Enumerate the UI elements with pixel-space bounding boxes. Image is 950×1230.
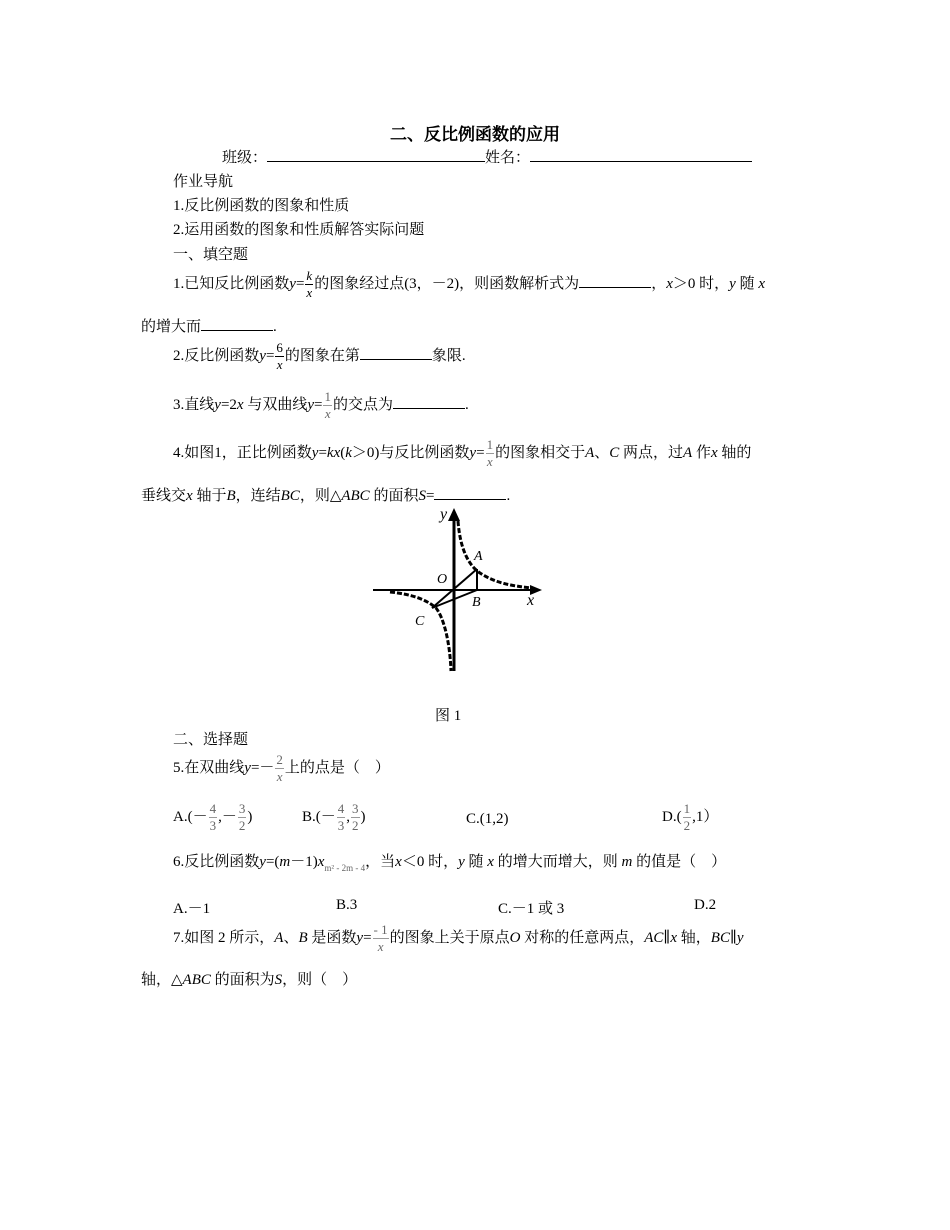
q6-option-d[interactable]: D.2: [694, 897, 717, 913]
question-1: 1.已知反比例函数y= $\frac{k}{x}$ 的图象经过点(3，－2)，则函数解析式为 ，x＞0 时，y 随 x: [173, 268, 766, 300]
label-a: A: [474, 549, 483, 564]
guide-heading: 作业导航: [173, 174, 234, 190]
fraction: $\frac{2}{x}$: [276, 752, 283, 784]
figure-1-graph: [370, 503, 550, 678]
q5-option-a[interactable]: A.(－ $\frac{4}{3}$ ,－ $\frac{3}{2}$ ): [173, 801, 253, 833]
answer-blank[interactable]: [434, 487, 506, 500]
label-x: x: [527, 592, 535, 609]
label-b: B: [472, 595, 481, 610]
section-heading: 二、选择题: [173, 732, 249, 748]
question-7: 7.如图 2 所示，A、B 是函数y= $\frac{- 1}{x}$ 的图象上关于原点O 对称的任意两点，AC∥x 轴，BC∥y: [173, 922, 744, 954]
class-label: 班级：: [222, 150, 268, 166]
q6-option-a[interactable]: A.－1: [173, 901, 211, 917]
question-5: 5.在双曲线y=－ $\frac{2}{x}$ 上的点是（ ）: [173, 752, 390, 784]
fraction: $\frac{k}{x}$: [306, 268, 313, 300]
page-title: 二、反比例函数的应用: [390, 125, 560, 144]
class-blank[interactable]: [267, 149, 485, 162]
guide-item: 1.反比例函数的图象和性质: [173, 198, 350, 214]
question-4: 4.如图1，正比例函数y=kx(k＞0)与反比例函数y= $\frac{1}{x}$ 的图象相交于A、C 两点，过A 作x 轴的: [173, 437, 752, 469]
fraction: $\frac{6}{x}$: [276, 340, 283, 372]
section-heading: 一、填空题: [173, 247, 249, 263]
q6-option-c[interactable]: C.－1 或 3: [498, 901, 565, 917]
fraction: $\frac{- 1}{x}$: [373, 922, 388, 954]
answer-blank[interactable]: [360, 347, 432, 360]
figure-1-caption: 图 1: [435, 708, 462, 724]
hyperbola-branch-1: [458, 521, 532, 588]
question-2: 2.反比例函数y= $\frac{6}{x}$ 的图象在第 象限.: [173, 340, 466, 372]
name-label: 姓名：: [485, 150, 531, 166]
q5-option-d[interactable]: D.( $\frac{1}{2}$ ,1）: [662, 801, 719, 833]
q5-option-c[interactable]: C.(1,2): [466, 811, 509, 827]
q6-option-b[interactable]: B.3: [336, 897, 358, 913]
answer-blank[interactable]: [201, 318, 273, 331]
question-7-cont: 轴，△ABC 的面积为S，则（ ）: [141, 972, 358, 988]
fraction: $\frac{4}{3}$: [209, 801, 217, 833]
exponent: m² - 2m - 4: [324, 863, 366, 873]
question-1-cont: 的增大而 .: [141, 319, 277, 335]
answer-blank[interactable]: [579, 275, 651, 288]
label-o: O: [437, 572, 448, 587]
fraction: $\frac{3}{2}$: [352, 801, 359, 833]
label-y: y: [440, 506, 448, 523]
y-axis-arrow: [448, 508, 460, 521]
question-3: 3.直线y=2x 与双曲线y= $\frac{1}{x}$ 的交点为 .: [173, 389, 469, 421]
question-4-cont: 垂线交x 轴于B，连结BC，则△ABC 的面积S= .: [141, 488, 511, 504]
question-6: 6.反比例函数$y=(m-1)x_{m^2 - 2m - 4}$，当x＜0 时，y 随 x 的增大而增大，则 m 的值是（ ）: [173, 854, 727, 873]
name-blank[interactable]: [530, 149, 752, 162]
header-line: [222, 146, 752, 167]
answer-blank[interactable]: [393, 396, 465, 409]
fraction: $\frac{3}{2}$: [238, 801, 246, 833]
fraction: $\frac{4}{3}$: [337, 801, 345, 833]
fraction: $\frac{1}{2}$: [683, 801, 691, 833]
label-c: C: [415, 614, 425, 629]
fraction: $\frac{1}{x}$: [486, 437, 494, 469]
fraction: $\frac{1}{x}$: [324, 389, 331, 421]
q5-option-b[interactable]: B.(－ $\frac{4}{3}$ , $\frac{3}{2}$ ): [302, 801, 366, 833]
guide-item: 2.运用函数的图象和性质解答实际问题: [173, 222, 425, 238]
